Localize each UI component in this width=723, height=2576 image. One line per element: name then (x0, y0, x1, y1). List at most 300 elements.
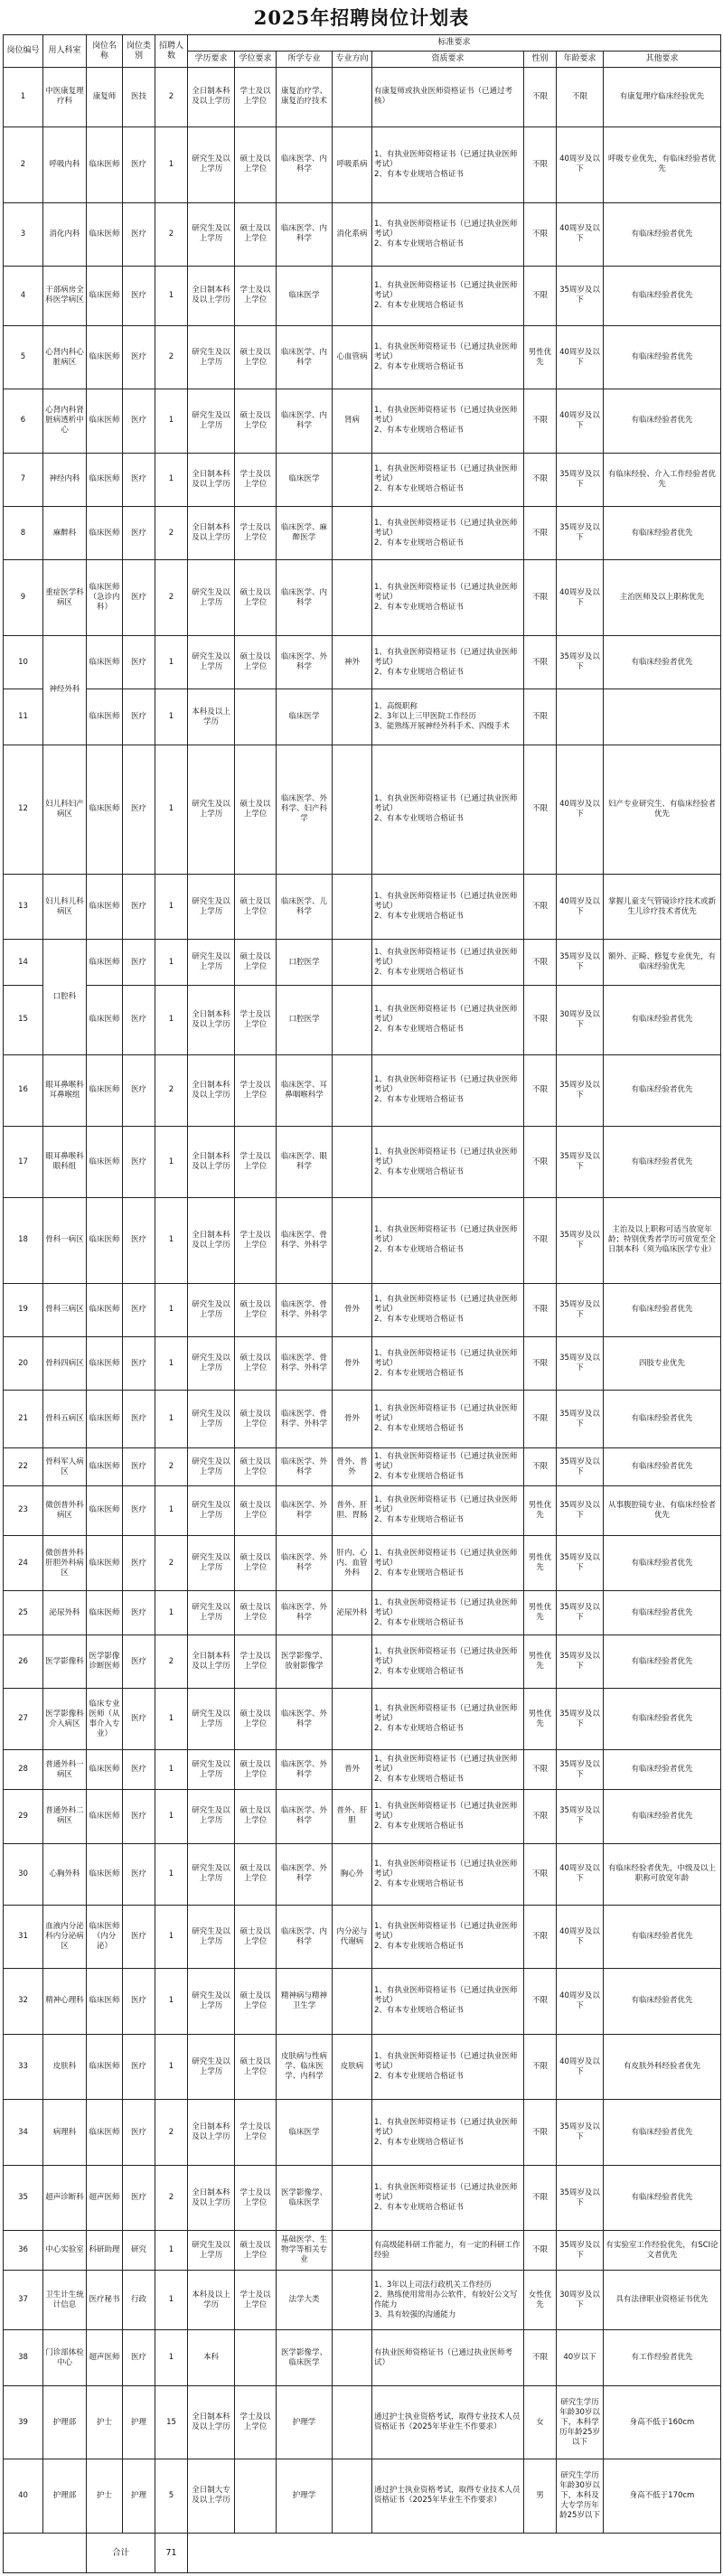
table-row (4, 1689, 721, 1750)
cell-qual: 1、有执业医师资格证书（已通过执业医师考试） 2、有本专业规培合格证书 (372, 266, 524, 325)
cell-degree: 硕士及以上学位 (235, 940, 277, 986)
cell-pos-type: 研究 (123, 2231, 155, 2271)
cell-age: 35周岁及以下 (557, 1054, 604, 1126)
cell-degree: 学士及以上学位 (235, 2385, 277, 2459)
cell-degree: 硕士及以上学位 (235, 1485, 277, 1535)
cell-other: 掌握儿童支气管镜诊疗技术或新生儿诊疗技术者优先 (604, 874, 721, 940)
table-row (4, 1905, 721, 1968)
cell-count: 1 (155, 126, 188, 202)
cell-edu: 全日制本科及以上学历 (188, 1054, 235, 1126)
cell-pos-code: 31 (4, 1905, 43, 1968)
cell-degree: 硕士及以上学位 (235, 1283, 277, 1336)
cell-gender: 不限 (524, 940, 557, 986)
cell-edu: 研究生及以上学历 (188, 2231, 235, 2271)
cell-major: 临床医学、外科学 (277, 1843, 333, 1905)
cell-dept: 护理部 (43, 2459, 87, 2533)
cell-degree: 学士及以上学位 (235, 1635, 277, 1688)
cell-other: 有临床经验者优先 (604, 1126, 721, 1197)
cell-major: 口腔医学 (277, 940, 333, 986)
cell-gender: 男性优先 (524, 325, 557, 389)
cell-edu: 全日制本科及以上学历 (188, 2100, 235, 2166)
cell-direction (333, 560, 372, 636)
table-row (4, 1198, 721, 1284)
cell-pos-code: 7 (4, 453, 43, 506)
cell-gender: 男性优先 (524, 1591, 557, 1635)
cell-gender: 不限 (524, 1337, 557, 1391)
cell-pos-code: 21 (4, 1391, 43, 1448)
cell-dept: 呼吸内科 (43, 126, 87, 202)
cell-pos-name: 临床医师 (87, 1790, 123, 1843)
cell-direction (333, 453, 372, 506)
cell-pos-code: 2 (4, 126, 43, 202)
cell-gender: 不限 (524, 266, 557, 325)
cell-major: 临床医学、外科学 (277, 1790, 333, 1843)
cell-degree: 硕士及以上学位 (235, 745, 277, 874)
table-row (4, 2231, 721, 2271)
cell-major: 临床医学、眼科学 (277, 1126, 333, 1197)
cell-other: 有临床经验者优先 (604, 1448, 721, 1486)
cell-gender: 不限 (524, 2231, 557, 2271)
cell-pos-code: 10 (4, 635, 43, 688)
cell-other: 有临床经验者优先 (604, 1905, 721, 1968)
cell-pos-name: 临床医师 (87, 325, 123, 389)
cell-pos-name: 临床医师 (87, 1535, 123, 1591)
cell-gender: 男性优先 (524, 1485, 557, 1535)
table-row (4, 266, 721, 325)
cell-direction (333, 940, 372, 986)
cell-count: 1 (155, 453, 188, 506)
cell-direction: 肾病 (333, 389, 372, 453)
cell-edu: 研究生及以上学历 (188, 1843, 235, 1905)
table-row (4, 2165, 721, 2231)
cell-major: 临床医学 (277, 689, 333, 745)
cell-direction (333, 1635, 372, 1688)
cell-direction: 呼吸系病 (333, 126, 372, 202)
cell-pos-code: 20 (4, 1337, 43, 1391)
total-blank (4, 2533, 87, 2572)
cell-major: 临床医学、内科学 (277, 560, 333, 636)
cell-age: 35周岁及以下 (557, 506, 604, 559)
cell-direction (333, 745, 372, 874)
cell-major: 临床医学、外科学 (277, 1448, 333, 1486)
cell-pos-code: 37 (4, 2271, 43, 2330)
cell-gender: 不限 (524, 745, 557, 874)
cell-degree: 硕士及以上学位 (235, 389, 277, 453)
table-row (4, 202, 721, 266)
cell-major: 口腔医学 (277, 985, 333, 1054)
cell-other: 有临床经验者优先 (604, 1054, 721, 1126)
cell-qual: 1、有执业医师资格证书（已通过执业医师考试） 2、有本专业规培合格证书 (372, 635, 524, 688)
cell-pos-type: 医疗 (123, 126, 155, 202)
cell-gender: 不限 (524, 389, 557, 453)
cell-edu: 全日制本科及以上学历 (188, 985, 235, 1054)
cell-pos-code: 24 (4, 1535, 43, 1591)
cell-gender: 不限 (524, 2034, 557, 2100)
cell-dept: 眼耳鼻喉科眼科组 (43, 1126, 87, 1197)
cell-pos-name: 临床医师 (87, 1448, 123, 1486)
cell-age: 35周岁及以下 (557, 266, 604, 325)
table-row (4, 1635, 721, 1688)
cell-pos-name: 康复师 (87, 68, 123, 127)
table-row (4, 1337, 721, 1391)
cell-pos-code: 8 (4, 506, 43, 559)
cell-pos-type: 医疗 (123, 1635, 155, 1688)
cell-pos-code: 27 (4, 1689, 43, 1750)
cell-count: 1 (155, 635, 188, 688)
cell-pos-name: 临床医师 (87, 689, 123, 745)
cell-major: 临床医学、外科学 (277, 1535, 333, 1591)
cell-degree: 硕士及以上学位 (235, 126, 277, 202)
cell-pos-name: 临床医师 (87, 1843, 123, 1905)
cell-pos-type: 医疗 (123, 325, 155, 389)
cell-age: 30周岁及以下 (557, 2271, 604, 2330)
cell-pos-type: 医疗 (123, 1485, 155, 1535)
cell-pos-type: 医疗 (123, 1448, 155, 1486)
header-pos-code: 岗位编号 (4, 35, 43, 68)
cell-qual: 1、3年以上司法行政机关工作经历 2、熟练使用常用办公软件，有较好公文写作能力 3、具有较强的沟通能力 (372, 2271, 524, 2330)
cell-other: 有临床经验者优先 (604, 325, 721, 389)
cell-age: 35周岁及以下 (557, 2100, 604, 2166)
cell-edu: 研究生及以上学历 (188, 1969, 235, 2035)
cell-degree (235, 689, 277, 745)
cell-pos-code: 19 (4, 1283, 43, 1336)
cell-direction (333, 1969, 372, 2035)
cell-pos-name: 临床医师 (87, 745, 123, 874)
cell-edu: 全日制本科及以上学历 (188, 2385, 235, 2459)
cell-count: 2 (155, 1448, 188, 1486)
cell-dept: 妇儿科妇产病区 (43, 745, 87, 874)
cell-other: 有实验室工作经验优先，有SCI论文者优先 (604, 2231, 721, 2271)
cell-qual: 通过护士执业资格考试，取得专业技术人员资格证书（2025年毕业生不作要求） (372, 2459, 524, 2533)
cell-edu: 全日制本科及以上学历 (188, 506, 235, 559)
cell-edu: 研究生及以上学历 (188, 1790, 235, 1843)
cell-qual: 1、有执业医师资格证书（已通过执业医师考试） 2、有本专业规培合格证书 (372, 1198, 524, 1284)
cell-count: 2 (155, 68, 188, 127)
cell-pos-name: 临床医师 (87, 1969, 123, 2035)
cell-major: 临床医学、骨科学、外科学 (277, 1337, 333, 1391)
cell-qual: 1、有执业医师资格证书（已通过执业医师考试） 2、有本专业规培合格证书 (372, 1689, 524, 1750)
header-degree: 学位要求 (235, 52, 277, 68)
cell-pos-code: 15 (4, 985, 43, 1054)
cell-major: 临床医学 (277, 266, 333, 325)
cell-degree: 学士及以上学位 (235, 506, 277, 559)
cell-age: 35周岁及以下 (557, 1448, 604, 1486)
cell-gender: 不限 (524, 1448, 557, 1486)
cell-dept: 医学影像科介入病区 (43, 1689, 87, 1750)
cell-pos-type: 医疗 (123, 266, 155, 325)
cell-major: 临床医学 (277, 453, 333, 506)
cell-age: 研究生学历年龄30岁以下，本科及大专学历年龄25岁以下 (557, 2459, 604, 2533)
cell-pos-type: 医疗 (123, 1689, 155, 1750)
cell-direction: 泌尿外科 (333, 1591, 372, 1635)
cell-qual: 有执业医师资格证书（已通过执业医师考试） (372, 2330, 524, 2386)
cell-pos-code: 29 (4, 1790, 43, 1843)
cell-count: 1 (155, 1126, 188, 1197)
cell-count: 1 (155, 2271, 188, 2330)
cell-major: 皮肤病与性病学、临床医学、内科学 (277, 2034, 333, 2100)
cell-count: 1 (155, 940, 188, 986)
cell-edu: 全日制本科及以上学历 (188, 453, 235, 506)
cell-pos-name: 临床医师 (87, 389, 123, 453)
cell-degree: 学士及以上学位 (235, 1054, 277, 1126)
cell-pos-name: 临床医师 (87, 2034, 123, 2100)
cell-count: 2 (155, 2100, 188, 2166)
cell-other: 有临床经验者优先 (604, 1790, 721, 1843)
table-row (4, 1843, 721, 1905)
cell-edu: 研究生及以上学历 (188, 1905, 235, 1968)
cell-edu: 研究生及以上学历 (188, 1337, 235, 1391)
cell-edu: 研究生及以上学历 (188, 2034, 235, 2100)
cell-count: 1 (155, 745, 188, 874)
cell-direction: 肝内、心内、血管外科 (333, 1535, 372, 1591)
cell-direction: 骨外、普外 (333, 1448, 372, 1486)
cell-pos-type: 医技 (123, 68, 155, 127)
cell-direction (333, 985, 372, 1054)
cell-pos-type: 医疗 (123, 1750, 155, 1790)
cell-gender: 不限 (524, 1283, 557, 1336)
table-row (4, 2385, 721, 2459)
cell-pos-code: 25 (4, 1591, 43, 1635)
cell-degree: 硕士及以上学位 (235, 560, 277, 636)
cell-pos-type: 护理 (123, 2385, 155, 2459)
cell-gender: 不限 (524, 453, 557, 506)
cell-pos-code: 17 (4, 1126, 43, 1197)
cell-edu: 全日制本科及以上学历 (188, 1126, 235, 1197)
cell-count: 1 (155, 2231, 188, 2271)
cell-pos-name: 临床医师 (87, 1750, 123, 1790)
cell-dept: 普通外科一病区 (43, 1750, 87, 1790)
cell-major: 临床医学、骨科学、外科学 (277, 1283, 333, 1336)
cell-gender: 不限 (524, 1843, 557, 1905)
cell-degree: 硕士及以上学位 (235, 1689, 277, 1750)
header-count: 招聘人数 (155, 35, 188, 68)
cell-edu: 研究生及以上学历 (188, 126, 235, 202)
cell-pos-code: 6 (4, 389, 43, 453)
cell-dept: 心肾内科心脏病区 (43, 325, 87, 389)
cell-qual: 1、有执业医师资格证书（已通过执业医师考试） 2、有本专业规培合格证书 (372, 506, 524, 559)
cell-pos-type: 医疗 (123, 874, 155, 940)
cell-gender: 不限 (524, 1790, 557, 1843)
cell-gender: 女性优先 (524, 2271, 557, 2330)
cell-gender: 男性优先 (524, 1689, 557, 1750)
cell-major: 临床医学、骨科学、外科学 (277, 1391, 333, 1448)
cell-gender: 男性优先 (524, 1535, 557, 1591)
cell-pos-type: 医疗 (123, 453, 155, 506)
cell-pos-code: 34 (4, 2100, 43, 2166)
cell-pos-code: 38 (4, 2330, 43, 2386)
cell-pos-code: 14 (4, 940, 43, 986)
cell-count: 1 (155, 2330, 188, 2386)
cell-gender: 不限 (524, 560, 557, 636)
cell-count: 1 (155, 1337, 188, 1391)
cell-dept: 病理科 (43, 2100, 87, 2166)
cell-pos-name: 临床医师 (87, 202, 123, 266)
table-row (4, 985, 721, 1054)
cell-dept: 消化内科 (43, 202, 87, 266)
cell-age: 40周岁及以下 (557, 1843, 604, 1905)
cell-dept: 微创普外科病区 (43, 1485, 87, 1535)
cell-qual: 1、有执业医师资格证书（已通过执业医师考试） 2、有本专业规培合格证书 (372, 985, 524, 1054)
cell-age: 40周岁及以下 (557, 325, 604, 389)
cell-pos-type: 医疗 (123, 1054, 155, 1126)
cell-gender: 男性优先 (524, 1635, 557, 1688)
cell-pos-code: 3 (4, 202, 43, 266)
cell-dept: 普通外科二病区 (43, 1790, 87, 1843)
cell-major: 临床医学、内科学 (277, 325, 333, 389)
cell-major: 护理学 (277, 2459, 333, 2533)
cell-qual: 1、有执业医师资格证书（已通过执业医师考试） 2、有本专业规培合格证书 (372, 560, 524, 636)
total-row (4, 2533, 721, 2572)
header-gender: 性别 (524, 52, 557, 68)
cell-major: 康复治疗学、康复治疗技术 (277, 68, 333, 127)
cell-gender: 不限 (524, 1054, 557, 1126)
cell-pos-type: 医疗 (123, 2165, 155, 2231)
cell-qual: 1、有执业医师资格证书（已通过执业医师考试） 2、有本专业规培合格证书 (372, 1485, 524, 1535)
cell-qual: 1、有执业医师资格证书（已通过执业医师考试） 2、有本专业规培合格证书 (372, 1790, 524, 1843)
cell-major: 临床医学、外科学 (277, 635, 333, 688)
cell-pos-code: 35 (4, 2165, 43, 2231)
cell-dept: 门诊部体检中心 (43, 2330, 87, 2386)
cell-major: 临床医学、骨科学、外科学 (277, 1198, 333, 1284)
cell-direction: 内分泌与代谢病 (333, 1905, 372, 1968)
cell-major: 护理学 (277, 2385, 333, 2459)
cell-dept: 骨科军人病区 (43, 1448, 87, 1486)
cell-gender: 不限 (524, 635, 557, 688)
cell-edu: 研究生及以上学历 (188, 560, 235, 636)
cell-edu: 本科 (188, 2330, 235, 2386)
cell-pos-type: 医疗 (123, 2100, 155, 2166)
cell-other: 具有法律职业资格证书优先 (604, 2271, 721, 2330)
cell-qual: 1、有执业医师资格证书（已通过执业医师考试） 2、有本专业规培合格证书 (372, 1337, 524, 1391)
cell-other: 有康复理疗临床经验优先 (604, 68, 721, 127)
cell-pos-type: 医疗 (123, 689, 155, 745)
cell-direction (333, 266, 372, 325)
cell-count: 1 (155, 1689, 188, 1750)
cell-degree: 学士及以上学位 (235, 453, 277, 506)
cell-direction (333, 1126, 372, 1197)
cell-dept: 麻醉科 (43, 506, 87, 559)
cell-dept: 精神心理科 (43, 1969, 87, 2035)
cell-age: 35周岁及以下 (557, 940, 604, 986)
table-row (4, 453, 721, 506)
cell-edu: 研究生及以上学历 (188, 1448, 235, 1486)
cell-pos-code: 1 (4, 68, 43, 127)
cell-count: 2 (155, 202, 188, 266)
table-row (4, 1750, 721, 1790)
cell-pos-name: 临床医师 (87, 506, 123, 559)
cell-pos-type: 医疗 (123, 1905, 155, 1968)
cell-degree: 硕士及以上学位 (235, 2231, 277, 2271)
page-title: 2025年招聘岗位计划表 (253, 6, 470, 29)
table-body (4, 68, 721, 2573)
cell-age: 35周岁及以下 (557, 1126, 604, 1197)
cell-edu: 研究生及以上学历 (188, 1391, 235, 1448)
cell-qual: 通过护士执业资格考试，取得专业技术人员资格证书（2025年毕业生不作要求） (372, 2385, 524, 2459)
cell-major: 医学影像学、放射影像学 (277, 1635, 333, 1688)
cell-gender: 不限 (524, 1391, 557, 1448)
cell-count: 2 (155, 325, 188, 389)
cell-pos-name: 临床医师 (87, 940, 123, 986)
cell-major: 医学影像学、临床医学 (277, 2165, 333, 2231)
cell-count: 1 (155, 1969, 188, 2035)
cell-pos-type: 医疗 (123, 745, 155, 874)
header-edu: 学历要求 (188, 52, 235, 68)
cell-pos-name: 临床医师 (87, 1054, 123, 1126)
cell-degree: 学士及以上学位 (235, 2100, 277, 2166)
cell-dept: 眼耳鼻喉科耳鼻喉组 (43, 1054, 87, 1126)
cell-qual: 1、有执业医师资格证书（已通过执业医师考试） 2、有本专业规培合格证书 (372, 1283, 524, 1336)
table-row (4, 1054, 721, 1126)
cell-count: 2 (155, 1535, 188, 1591)
cell-direction (333, 2231, 372, 2271)
cell-age: 35周岁及以下 (557, 635, 604, 688)
cell-gender: 不限 (524, 1126, 557, 1197)
cell-pos-name: 医学影像诊断医师 (87, 1635, 123, 1688)
cell-qual: 1、有执业医师资格证书（已通过执业医师考试） 2、有本专业规培合格证书 (372, 2034, 524, 2100)
cell-age: 研究生学历年龄30岁以下，本科学历年龄25岁以下 (557, 2385, 604, 2459)
cell-age: 35周岁及以下 (557, 1283, 604, 1336)
cell-pos-code: 36 (4, 2231, 43, 2271)
cell-age: 35周岁及以下 (557, 1790, 604, 1843)
table-row (4, 635, 721, 688)
cell-qual: 1、有执业医师资格证书（已通过执业医师考试） 2、有本专业规培合格证书 (372, 1750, 524, 1790)
cell-major: 临床医学、耳鼻咽喉科学 (277, 1054, 333, 1126)
table-row (4, 1448, 721, 1486)
cell-edu: 全日制本科及以上学历 (188, 1198, 235, 1284)
cell-pos-name: 超声医师 (87, 2330, 123, 2386)
recruitment-table (3, 34, 721, 2573)
cell-pos-type: 医疗 (123, 2330, 155, 2386)
cell-gender: 不限 (524, 2330, 557, 2386)
cell-degree: 硕士及以上学位 (235, 1790, 277, 1843)
cell-count: 2 (155, 2165, 188, 2231)
cell-count: 1 (155, 266, 188, 325)
cell-direction (333, 1054, 372, 1126)
cell-dept: 妇儿科儿科病区 (43, 874, 87, 940)
cell-edu: 全日制本科及以上学历 (188, 1635, 235, 1688)
cell-degree: 学士及以上学位 (235, 2271, 277, 2330)
cell-age: 35周岁及以下 (557, 2231, 604, 2271)
cell-qual: 1、有执业医师资格证书（已通过执业医师考试） 2、有本专业规培合格证书 (372, 874, 524, 940)
cell-pos-name: 临床医师 (87, 1391, 123, 1448)
cell-dept: 血液内分泌科内分泌病区 (43, 1905, 87, 1968)
cell-age: 30周岁及以下 (557, 985, 604, 1054)
cell-degree: 硕士及以上学位 (235, 1391, 277, 1448)
cell-degree: 硕士及以上学位 (235, 1843, 277, 1905)
cell-edu: 全日制本科及以上学历 (188, 68, 235, 127)
cell-gender: 不限 (524, 1905, 557, 1968)
cell-direction: 骨外 (333, 1283, 372, 1336)
cell-other: 有临床经验者优先 (604, 985, 721, 1054)
cell-dept: 神经外科 (43, 635, 87, 745)
table-row (4, 1591, 721, 1635)
cell-edu: 研究生及以上学历 (188, 1591, 235, 1635)
cell-degree: 硕士及以上学位 (235, 325, 277, 389)
cell-age: 40周岁及以下 (557, 389, 604, 453)
cell-other: 有临床经验者优先 (604, 1750, 721, 1790)
cell-degree: 硕士及以上学位 (235, 202, 277, 266)
cell-age: 40周岁及以下 (557, 745, 604, 874)
table-row (4, 506, 721, 559)
cell-major: 临床医学、儿科学 (277, 874, 333, 940)
cell-degree (235, 2459, 277, 2533)
cell-age: 40周岁及以下 (557, 202, 604, 266)
cell-gender: 不限 (524, 689, 557, 745)
cell-dept: 医学影像科 (43, 1635, 87, 1688)
header-other: 其他要求 (604, 52, 721, 68)
cell-gender: 不限 (524, 2165, 557, 2231)
cell-other: 主治医师及以上职称优先 (604, 560, 721, 636)
